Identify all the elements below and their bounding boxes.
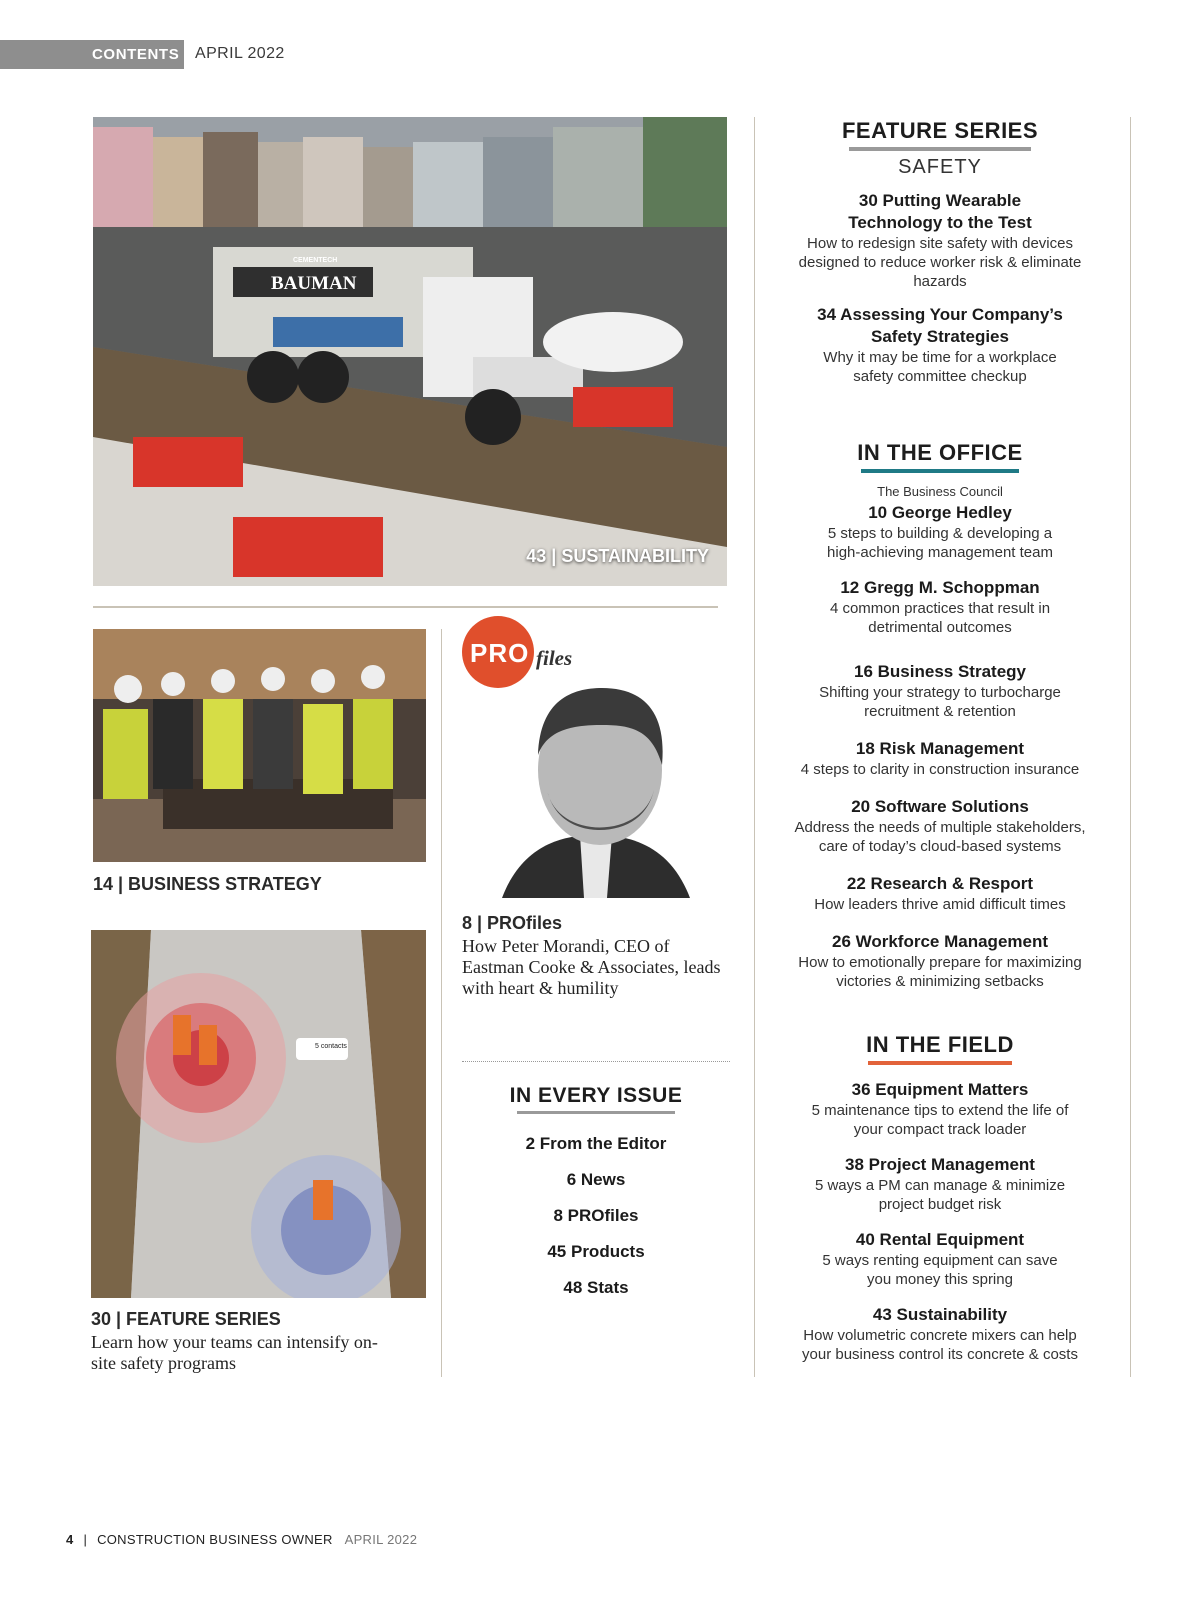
files-logo-text: files — [536, 646, 573, 670]
issue-item[interactable]: 6 News — [566, 1170, 626, 1189]
toc-entry-title: 43 Sustainability — [872, 1305, 1008, 1324]
profiles-caption-title: 8 | PROfiles — [462, 913, 563, 933]
page-number: 4 — [66, 1532, 74, 1547]
issue-item[interactable]: 8 PROfiles — [553, 1206, 639, 1225]
page-footer — [66, 1532, 417, 1547]
in-the-office-rule — [861, 469, 1019, 473]
divider — [93, 606, 718, 608]
toc-entry-title: 12 Gregg M. Schoppman — [840, 578, 1040, 597]
toc-entry-desc: 5 steps to building & developing a high-achieving management team — [827, 525, 1053, 561]
toc-entry[interactable] — [762, 1229, 1118, 1289]
toc-entry-desc: Shifting your strategy to turbocharge recruitment & retention — [819, 684, 1061, 720]
toc-entry-title: 22 Research & Resport — [846, 874, 1034, 893]
toc-entry-desc: 4 common practices that result in detrimental outcomes — [829, 600, 1051, 636]
toc-entry-title: 20 Software Solutions — [851, 797, 1029, 816]
in-the-office-section — [762, 440, 1118, 991]
footer-date: APRIL 2022 — [344, 1532, 418, 1547]
toc-entry[interactable] — [762, 1304, 1118, 1364]
contacts-tag: 5 contacts — [315, 1043, 347, 1050]
toc-entry[interactable] — [762, 931, 1118, 991]
truck-brand-label: BAUMAN — [271, 273, 357, 294]
truck-small-label: CEMENTECH — [293, 257, 338, 264]
profiles-caption-text: How Peter Morandi, CEO of Eastman Cooke & Associates, leads with heart & humility — [462, 936, 721, 998]
toc-entry[interactable] — [762, 1154, 1118, 1214]
truck-photo[interactable] — [93, 117, 727, 586]
toc-entry[interactable] — [762, 738, 1118, 779]
toc-entry-title: 16 Business Strategy — [854, 662, 1026, 681]
business-strategy-photo[interactable] — [93, 629, 426, 862]
toc-entry-desc: How volumetric concrete mixers can help your business control its concrete & costs — [802, 1327, 1078, 1363]
toc-entry[interactable] — [762, 796, 1118, 856]
toc-entry-desc: 5 ways renting equipment can save you money this spring — [822, 1252, 1058, 1288]
in-every-issue-section — [462, 1084, 730, 1306]
feature-series-caption — [91, 1309, 431, 1374]
toc-entry-title: 36 Equipment Matters — [851, 1080, 1029, 1099]
business-strategy-caption: 14 | BUSINESS STRATEGY — [93, 874, 322, 894]
in-the-field-rule — [868, 1061, 1012, 1065]
feature-series-section — [762, 118, 1118, 386]
toc-entry-title: 18 Risk Management — [855, 739, 1025, 758]
footer-separator: | — [83, 1532, 88, 1547]
feature-series-photo[interactable] — [91, 930, 426, 1298]
dotted-divider — [462, 1061, 730, 1062]
toc-entry-desc: How leaders thrive amid difficult times — [814, 896, 1066, 913]
pro-logo-text: PRO — [470, 638, 530, 668]
toc-entry-title: 40 Rental Equipment — [855, 1230, 1025, 1249]
in-every-issue-title: IN EVERY ISSUE — [509, 1084, 683, 1107]
toc-entry[interactable] — [762, 873, 1118, 914]
pro-files-logo — [462, 616, 602, 688]
issue-date: APRIL 2022 — [195, 45, 285, 62]
column-divider-1 — [441, 629, 442, 1377]
toc-entry[interactable] — [762, 661, 1118, 721]
toc-entry[interactable] — [762, 502, 1118, 562]
toc-entry-desc: 5 maintenance tips to extend the life of your compact track loader — [811, 1102, 1069, 1138]
in-the-field-section — [762, 1032, 1118, 1364]
publication-name: CONSTRUCTION BUSINESS OWNER — [97, 1532, 333, 1547]
toc-entry[interactable] — [762, 190, 1118, 291]
issue-item[interactable]: 48 Stats — [563, 1278, 629, 1297]
profiles-portrait[interactable] — [462, 670, 730, 898]
issue-item[interactable]: 45 Products — [547, 1242, 645, 1261]
in-every-issue-rule — [517, 1111, 675, 1114]
toc-entry-desc: How to redesign site safety with devices designed to reduce worker risk & eliminate hazards — [798, 235, 1082, 290]
in-the-office-title: IN THE OFFICE — [857, 440, 1023, 465]
contents-label: CONTENTS — [92, 46, 180, 63]
toc-entry[interactable] — [762, 304, 1118, 386]
feature-series-title: FEATURE SERIES — [841, 118, 1039, 143]
business-council-kicker: The Business Council — [877, 484, 1003, 499]
toc-entry-desc: How to emotionally prepare for maximizing victories & minimizing setbacks — [798, 954, 1082, 990]
sustainability-photo-label: 43 | SUSTAINABILITY — [526, 546, 709, 566]
toc-entry-desc: 5 ways a PM can manage & minimize project budget risk — [814, 1177, 1066, 1213]
contents-tab — [0, 40, 184, 69]
toc-entry[interactable] — [762, 1079, 1118, 1139]
toc-entry-desc: Address the needs of multiple stakeholders, care of today’s cloud-based systems — [794, 819, 1086, 855]
toc-entry-title: 30 Putting Wearable Technology to the Test — [848, 191, 1032, 232]
toc-entry-desc: 4 steps to clarity in construction insurance — [800, 761, 1080, 778]
feature-series-caption-title: 30 | FEATURE SERIES — [91, 1309, 281, 1329]
toc-entry[interactable] — [762, 577, 1118, 637]
column-divider-2 — [754, 117, 755, 1377]
toc-entry-desc: Why it may be time for a workplace safety committee checkup — [823, 349, 1057, 385]
issue-item[interactable]: 2 From the Editor — [525, 1134, 667, 1153]
toc-entry-title: 10 George Hedley — [868, 503, 1012, 522]
column-divider-3 — [1130, 117, 1131, 1377]
toc-entry-title: 26 Workforce Management — [831, 932, 1049, 951]
feature-series-rule — [849, 147, 1031, 151]
toc-entry-title: 38 Project Management — [845, 1155, 1035, 1174]
feature-series-caption-text: Learn how your teams can intensify on-site safety programs — [91, 1332, 378, 1373]
toc-entry-title: 34 Assessing Your Company’s Safety Strategies — [817, 305, 1063, 346]
in-the-field-title: IN THE FIELD — [866, 1032, 1014, 1057]
profiles-caption — [462, 913, 722, 999]
feature-series-subtitle: SAFETY — [898, 156, 982, 178]
